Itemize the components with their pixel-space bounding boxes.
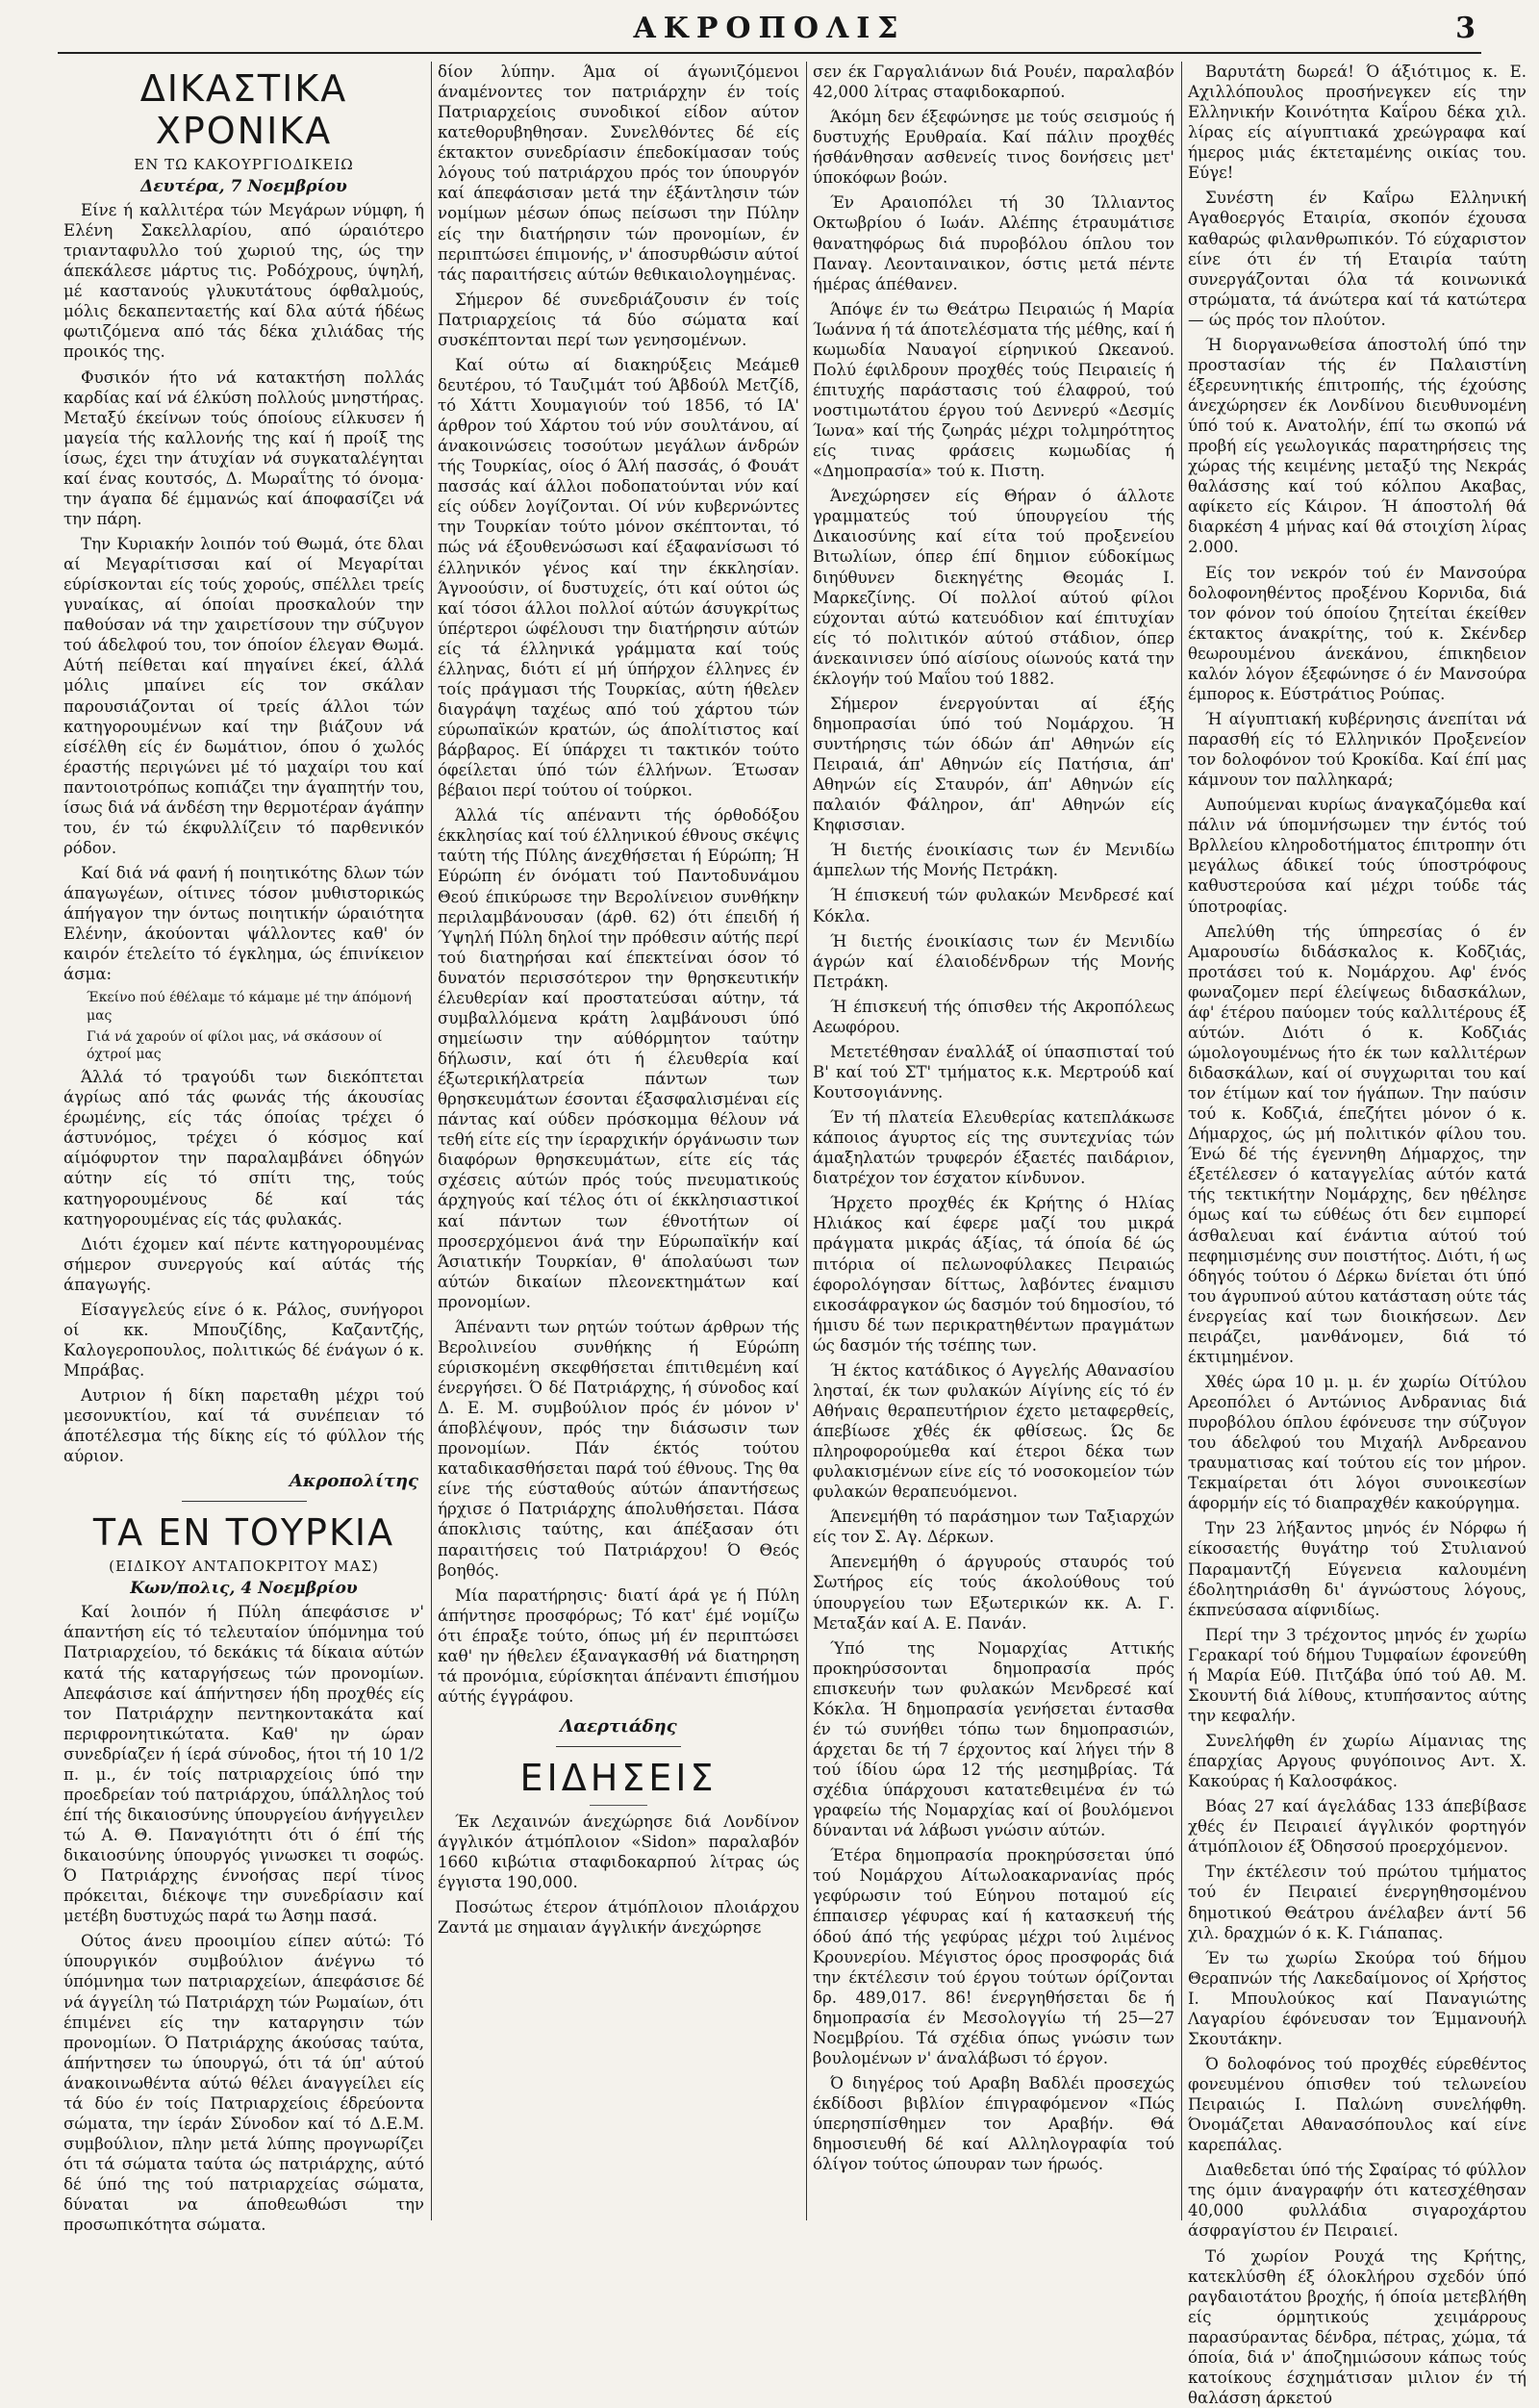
column-4 [1188,62,1526,2230]
news-item: Έτέρα δημοπρασία προκηρύσσεται ύπό τού Νομάρχου Αίτωλοακαρνανίας πρός γεφύρωσιν τού Εύηνου ποταμού είς έππαισερ γέφυρας καί ή κατασκευή τής όδού άπό τής γεφύρας μέχρι τού λιμένος Κρουνερίου. Μέγιστος όρος προσφοράς διά την έκτέλεσιν τού έργου τούτων όρίζονται δρ. 489,017. 86! ένεργηθήσεται δε ή δημοπρασία έν Μεσολογγίω τή 25—27 Νοεμβρίου. Τά σχέδια όπως γνώσιν των βουλομένων ν' άναλάβωσι τό έργον. [813,1845,1174,2068]
verse-line: Έκείνο πού έθέλαμε τό κάμαμε μέ την άπόμονή μας [87,989,424,1024]
article-paragraph: Αυτριον ή δίκη παρεταθη μέχρι τού μεσονυκτίου, καί τά συνέπειαν τό άποτέλεσμα τής δίκης είς τό φύλλον τής αύριον. [63,1385,424,1466]
article-paragraph: Άλλά τό τραγούδι των διεκόπτεται άγρίως από τάς φωνάς τής άκουσίας έρωμένης, είς τάς όποίας τρέχει ό άστυνόμος, τρέχει ό κόσμος καί αίμόφυρτον την παραλαμβάνει όδηγών αύτην είς τό σπίτι της, τούς κατηγορουμένους δέ καί τάς κατηγορουμένας είς τάς φυλακάς. [63,1067,424,1229]
column-1 [63,62,424,2230]
article-paragraph: Καί λοιπόν ή Πύλη άπεφάσισε ν' άπαντήση είς τό τελευταίον ύπόμνημα τού Πατριαρχείου, τό δεκάκις τά δίκαια αύτών κατά τής καταργήσεως τών προνομίων. Απεφάσισε καί άπήντησεν ήδη προχθές είς τον Πατριάρχην πεντηκοντακάτα καί περιφρονητικώτατα. Καθ' ην ώραν συνεδρίαζεν ή ίερά σύνοδος, ήτοι τή 10 1/2 π. μ., έν τοίς πατριαρχείοις ύπό την προεδρείαν τού πατριάρχου, ύπάλληλος τού έπί τής δικαιοσύνης ύπουργείου άνήγγειλεν τώ Α. Θ. Παναγιότητι ότι ό έπί τής δικαιοσύνης ύπουργός γινωσκει τι σοφώς. Ό Πατριάρχης έννοήσας περί τίνος πρόκειται, διέκοψε την συνεδρίασιν καί μετέβη δυστυχώς παρά τω Άσημ πασά. [63,1602,424,1926]
article-paragraph: Είσαγγελεύς είνε ό κ. Ράλος, συνήγοροι οί κκ. Μπουζίδης, Καζαντζής, Καλογεροπουλος, πολιτικώς δέ ένάγων ό κ. Μπράβας. [63,1300,424,1381]
paper-name: ΑΚΡΟΠΟΛΙΣ [58,12,1481,45]
column-rule [431,62,432,2220]
news-item: Ήρχετο προχθές έκ Κρήτης ό Ηλίας Ηλιάκος καί έφερε μαζί του μικρά πράγματα μικράς άξίας, τά όποία δέ ώς πιτόρια οί πελωνοφύλακες Πειραιώς έφορολόγησαν δίττως, λαβόντες έναμισυ εικοσάφραγκον ώς δασμόν τού δημοσίου, τό ήμισυ δέ των περικρατηθέντων πραγμάτων ώς δασμόν τής τσέπης των. [813,1193,1174,1356]
news-item: σεν έκ Γαργαλιάνων διά Ρουέν, παραλαβόν 42,000 λίτρας σταφιδοκαρπού. [813,62,1174,102]
news-item: Μετετέθησαν έναλλάξ οί ύπασπισταί τού Β' καί τού ΣΤ' τμήματος κ.κ. Μερτρούδ καί Κουτσογιάννης. [813,1042,1174,1103]
news-item: Άπενεμήθη ό άργυρούς σταυρός τού Σωτήρος είς τούς άκολούθους τού ύπουργείου των Εξωτερικών κκ. Α. Γ. Μεταξάν καί Α. Ε. Πανάν. [813,1552,1174,1633]
news-item: Ό δολοφόνος τού προχθές εύρεθέντος φονευμένου όπισθεν τού τελωνείου Πειραιώς Ι. Παλώνη συνελήφθη. Όνομάζεται Αθανασόπουλος καί είνε καρεπάλας. [1188,2054,1526,2155]
section-divider [556,1746,681,1747]
news-item: Ποσώτως έτερον άτμόπλοιον πλοιάρχου Ζαντά με σημαιαν άγγλικήν άνεχώρησε [438,1897,799,1938]
article-signature: Λαερτιάδης [438,1716,799,1736]
news-item: Άκόμη δεν έξεφώνησε με τούς σεισμούς ή δυστυχής Ερυθραία. Καί πάλιν προχθές ήσθάνθησαν ασθενείς τινος δονήσεις μετ' ύποκόφων βοών. [813,107,1174,188]
masthead [58,8,1481,54]
court-subheading: ΕΝ ΤΩ ΚΑΚΟΥΡΓΙΟΔΙΚΕΙΩ [63,156,424,173]
article-paragraph: Φυσικόν ήτο νά κατακτήση πολλάς καρδίας καί νά έλκύση πολλούς μνηστήρας. Μεταξύ έκείνων τούς όποίους είλκυσεν ή μαγεία τής καλλονής της καί ή προίξ της ίσως, έχει την άτυχίαν νά συγκαταλέγηται καί ένας κουτσός, Δ. Μωραΐτης τό όνομα· την άγαπα δέ έμμανώς καί άποφασίζει νά την πάρη. [63,368,424,530]
news-item: Άπόψε έν τω Θεάτρω Πειραιώς ή Μαρία Ίωάννα ή τά άποτελέσματα τής μέθης, καί ή κωμωδία Ναυαγοί είρηνικού Ωκεανού. Πολύ έφιλδρουν προχθές τούς Πειραιείς ή έπιτυχής παράστασις τού έλαφρού, τού νοστιμωτάτου έργου τού Δεννερύ «Δεσμίς Ίωνα» καί τής ζωηράς μέχρι τολμηρότητος είς τινας φράσεις κωμωδίας ή «Δημοπρασία» τού κ. Πιστη. [813,299,1174,482]
news-item: Ή διετής ένοικίασις των έν Μενιδίω άμπελων τής Μονής Πετράκη. [813,840,1174,880]
news-item: Άπενεμήθη τό παράσημον των Ταξιαρχών είς τον Σ. Αγ. Δέρκων. [813,1507,1174,1547]
news-item: Ή διετής ένοικίασις των έν Μενιδίω άγρών καί έλαιοδένδρων τής Μονής Πετράκη. [813,931,1174,992]
article-paragraph: Ούτος άνευ προοιμίου είπεν αύτώ: Τό ύπουργικόν συμβούλιον άνέγνω τό ύπόμνημα των πατριαρχείων, άπεφάσισε δέ νά άγγείλη τώ Πατριάρχη τών Ρωμαίων, ότι έπιμένει είς την καταργησιν τών προνομίων. Ό Πατριάρχης άκούσας ταύτα, άπήντησεν τω ύπουργώ, ότι τά ύπ' αύτού άνακοινωθέντα αύτώ θέλει άναγγείλει είς τά δύο έν τοίς Πατριαρχείοις έδρεύοντα σώματα, την ίεράν Σύνοδον καί τό Δ.Ε.Μ. συμβούλιον, πλην μετά λύπης προγνωρίζει ότι τά σώματα ταύτα ώς πατριάρχης, αύτό δέ ύπό της τού πατριαρχείας σώματα, δύναται να άποθεωθώσι την προσωπικότητα σώματα. [63,1931,424,2235]
news-item: Ή έπισκευή τών φυλακών Μενδρεσέ καί Κόκλα. [813,885,1174,925]
article-paragraph: Καί διά νά φανή ή ποιητικότης δλων τών άπαγωγέων, οίτινες τόσον μυθιστορικώς άπήγαγον την όντως ποιητικήν ώραιότητα Ελένην, άκούονται ψάλλοντες καθ' όν καιρόν έτελείτο τό έγκλημα, ώς έπινίκειον άσμα: [63,863,424,984]
news-item: Ή έκτος κατάδικος ό Αγγελής Αθανασίου λησταί, έκ των φυλακών Αίγίνης είς τό έν Αθήναις θεραπευτήριον έχετο μεταφερθείς, άπεβίωσε χθές έκ φθίσεως. Ώς δε πληροφορούμεθα καί έτεροι δέκα των φυλακισμένων είνε είς τό νοσοκομείον τών φυλακών θεραπευόμενοι. [813,1360,1174,1502]
article-paragraph: Την Κυριακήν λοιπόν τού Θωμά, ότε δλαι αί Μεγαρίτισσαι καί οί Μεγαρίται εύρίσκονται είς τούς χορούς, σπέλλει τρείς γυναίκας, αί όποίαι προσκαλούν την παθούσαν νά την χαιρετίσουν την σύζυγον τού άδελφού του, τον όποίον έλεγαν Θωμά. Αύτή πείθεται καί πηγαίνει έκεί, άλλά μόλις μπαίνει είς τον σκάλαν παρουσιάζονται οί τρείς άλλοι τών κατηγορουμένων καί την βιάζουν νά είσέλθη είς έν δωμάτιον, όπου ό χωλός έραστής περιγώνει μέ τό μαχαίρι του καί παντοιοτρόπως κοπιάζει την άγαπητήν του, ίσως διά νά άνδέση την θερμοτέραν άγάπην του, έν τώ έκφυλλίζειν τό παρθενικόν ρόδον. [63,534,424,858]
verse-line: Γιά νά χαρούν οί φίλοι μας, νά σκάσουν οί όχτροί μας [87,1028,424,1063]
news-item: Βόας 27 καί άγελάδας 133 άπεβίβασε χθές έν Πειραιεί άγγλικόν φορτηγόν άτμόπλοιον έξ Όδησσού προερχόμενον. [1188,1796,1526,1857]
news-item: Έν Αραιοπόλει τή 30 Ίλλιαντος Οκτωβρίου ό Ιωάν. Αλέπης έτραυμάτισε θανατηφόρως διά πυροβόλου όπλου τον Παναγ. Λεονταιναικον, όστις μετά πέντε ήμέρας άπέθανεν. [813,192,1174,293]
article-paragraph: δίον λύπην. Άμα οί άγωνιζόμενοι άναμένοντες τον πατριάρχην έν τοίς Πατριαρχείοις συνοδικοί είδον αύτον κατεθορυβηθησαν. Συνελθόντες δέ είς έκτακτον συνεδρίασιν έπεδοκίμασαν τούς λόγους τού πατριάρχου πρός τον ύπουργόν καί άπεφάσισαν μετά την έξάντλησιν τών νομίμων μέσων όπως πείσωσι την Πύλην είς την διατήρησιν τών προνομίων, έν περιπτώσει έπιμονής, ν' άποσυρθώσιν αύτοί τάς παραιτήσεις αύτών θεθικαιολογημένας. [438,62,799,285]
news-heading: ΕΙΔΗΣΕΙΣ [438,1757,799,1799]
article-paragraph: Άπέναντι των ρητών τούτων άρθρων τής Βερολινείου συνθήκης ή Εύρώπη εύρισκομένη σκεφθήσεται έπιτιθεμένη καί ένεργήσει. Ό δέ Πατριάρχης, ή σύνοδος καί Δ. Ε. Μ. συμβούλιον πρός έν μόνον ν' άποβλέψουν, πρός την διάσωσιν των προνομίων. Πάν έκτός τούτου καταδικασθήσεται παρά τού έθνους. Της θα είνε τής εύσταθούς αύτών άπαντήσεως ήρχισε ό Πατριάρχης άπολυθήσεται. Πάσα άποκλισις ταύτης, και άπέξασαν ότι παραιτήσεις τού Πατριάρχου! Ό Θεός βοηθός. [438,1317,799,1581]
news-item: Έν τω χωρίω Σκούρα τού δήμου Θεραπνών τής Λακεδαίμονος οί Χρήστος Ι. Μπουλούκος καί Παναγιώτης Λαγαρίου έφόνευσαν τον Έμμανουήλ Σκουτάκην. [1188,1948,1526,2049]
news-item: Ή αίγυπτιακή κυβέρνησις άνεπίται νά παρασθή είς τό Ελληνικόν Προξενείον τον δολοφόνον τού Κροκίδα. Καί έπί μας κάμνουν τον παλληκαρά; [1188,709,1526,790]
news-item: Τό χωρίον Ρουχά της Κρήτης, κατεκλύσθη έξ όλοκλήρου σχεδόν ύπό ραγδαιοτάτου βροχής, ή όποία μετεβλήθη είς όρμητικούς χειμάρρους παρασύραντας δένδρα, πέτρας, χώμα, τά όποία, διά ν' άποζημιώσουν κάπως τούς κατοίκους έσχημάτισαν μιλιον έν τή θαλάσση άρκετού [1188,2246,1526,2408]
article-paragraph: Διότι έχομεν καί πέντε κατηγορουμένας σήμερον συνεργούς καί αύτάς τής άπαγωγής. [63,1234,424,1295]
news-item: Απελύθη τής ύπηρεσίας ό έν Αμαρουσίω διδάσκαλος κ. Κοδζιάς, προτάσει τού κ. Νομάρχου. Αφ' ένός φωναζομεν περί έλείψεως διδασκάλων, άφ' έτέρου παύομεν τούς καλλιτέρους έξ αύτών. Διότι ό κ. Κοδζιάς ώμολογουμένως ήτο έκ των καλλιτέρων διδασκάλων, καί οί συγχωριται του καί τον έτίμων καί τον ήγάπων. Την παύσιν τού κ. Κοδζιά, έπεζήτει μόνον ό κ. Δήμαρχος, ώς μή πολιτικόν φίλου του. Ένώ δέ τής έγεννηθη Δήμαρχος, την έξετέλεσεν ό καταγγελίας αύτόν κατά τής τεκτικήτην Νομάρχης, δεν ηθέλησε όμως καί τω εύθέως ότι δεν ειμπορεί άσθαλευαι καί ένάντια αύτού τού πεφημισμένης συν ποιστήτος. Διότι, ή ως όδηγός τούτου ό Δέρκω δνίεται ότι ύπό του άγρυπνού αύτου κατάσταση ούτε τάς ένεργείας καί των διοικήσεων. Δεν πειράζει, μανθάνομεν, διά τό έκτιμημένον. [1188,922,1526,1367]
news-item: Έκ Λεχαινών άνεχώρησε διά Λονδίνον άγγλικόν άτμόπλοιον «Sidon» παραλαβόν 1660 κιβώτια σταφιδοκαρπού λίτρας ώς έγγιστα 190,000. [438,1812,799,1892]
news-item: Ύπό της Νομαρχίας Αττικής προκηρύσσονται δημοπρασία πρός επισκευήν των φυλακών Μενδρεσέ καί Κόκλα. Ή δημοπρασία γενήσεται έντασθα έν τώ συνήθει τόπω των δημοπρασιών, άρχεται δε τή 7 έρχοντος καί λήγει τήν 8 τού ίδίου ώρα 12 τής μεσημβρίας. Τά σχέδια ύπάρχουσι κατατεθειμένα έν τώ γραφείω τής Νομαρχίας καί οί βουλόμενοι δύνανται νά λάβωσι γνώσιν αύτών. [813,1638,1174,1841]
news-item: Σήμερον ένεργούνται αί έξής δημοπρασίαι ύπό τού Νομάρχου. Ή συντήρησις τών όδών άπ' Αθηνών είς Πειραιά, άπ' Αθηνών είς Πατήσια, άπ' Αθηνών είς Σταυρόν, άπ' Αθηνών είς παλαιόν Φάληρον, άπ' Αθηνών είς Κηφισσιαν. [813,694,1174,835]
column-3 [813,62,1174,2230]
column-rule [1181,62,1182,2220]
column-2 [438,62,799,2230]
news-item: Χθές ώρα 10 μ. μ. έν χωρίω Οίτύλου Αρεοπόλει ό Αντώνιος Ανδρανιας διά πυροβόλου όπλου έφόνευσε την σύζυγον του άδελφού του Μιχαήλ Ανδρεανου τραυματισας καί τούτου είς τον μήρον. Τεκμαίρεται ότι λόγοι συνοικεσίων άφορμήν είς τό διαπραχθέν κακούργημα. [1188,1372,1526,1513]
court-chronicles-heading: ΔΙΚΑΣΤΙΚΑ ΧΡΟΝΙΚΑ [63,67,424,152]
turkey-heading: ΤΑ ΕΝ ΤΟΥΡΚΙΑ [63,1511,424,1554]
page-number: 3 [1455,12,1476,45]
news-item: Ή διοργανωθείσα άποστολή ύπό την προστασίαν τής έν Παλαιστίνη έξερευνητικής έπιτροπής, τής έχούσης άνεχώρησεν έκ Λονδίνου διευθυνομένη ύπό τού κ. Ανατολήν, έπί τω σκοπώ νά προβή είς γεωλογικάς παρατηρήσεις της χώρας τής κειμένης μεταξύ της Νεκράς θαλάσσης καί τού κόλπου Ακαβας, αφίκετο είς Κάιρον. Ή άποστολή θά διαρκέση 4 μήνας καί θά στοιχίση λίρας 2.000. [1188,335,1526,558]
article-paragraph: Καί ούτω αί διακηρύξεις Μεάμεθ δευτέρου, τό Ταυζιμάτ τού Άβδούλ Μετζίδ, τό Χάττι Χουμαγιούν τού 1856, τό ΙΑ' άρθρον τού Χάρτου τού νύν σουλτάνου, αί άνακοινώσεις τοσούτων μεγάλων άνδρών τής Τουρκίας, οίος ό Άλή πασσάς, ό Φουάτ πασσάς καί άλλοι ποδοπατούνται νύν καί είς ούδεν λογίζονται. Οί νύν κυβερνώντες την Τουρκίαν τούτο μόνον σκέπτονται, τό πώς νά έξουθενώσωσι καί έξαφανίσωσι τό έλληνικόν γένος καί την έκκλησίαν. Άγνοούσιν, οί δυστυχείς, ότι καί ούτοι ώς καί τόσοι άλλοι πολλοί αύτών άσυγκρίτως ύπέρτεροι ώφέλουσι την διατήρησιν αύτών είς τά έλληνικά γράμματα καί τούς έλληνας, διότι εί μή ύπήρχον έλληνες έν τοίς πράγμασι τής Τουρκίας, αύτη ήθελεν διαγράψη ταχέως από τού χάρτου τών εύρωπαϊκών κρατών, ώς άπολίτιστος καί βάρβαρος. Εί ύπάρχει τι τακτικόν τούτο όφείλεται ύπό τών έλλήνων. Έτωσαν βέβαιοι περί τούτου οί τούρκοι. [438,355,799,800]
turkey-subheading: (ΕΙΔΙΚΟΥ ΑΝΤΑΠΟΚΡΙΤΟΥ ΜΑΣ) [63,1558,424,1575]
court-dateline: Δευτέρα, 7 Νοεμβρίου [63,177,424,196]
news-item: Ή έπισκευή τής όπισθεν τής Ακροπόλεως Αεωφόρου. [813,997,1174,1037]
news-item: Άνεχώρησεν είς Θήραν ό άλλοτε γραμματεύς τού ύπουργείου τής Δικαιοσύνης καί είτα τού προξενείου Βιτωλίων, όπερ έπί δημιον εύδοκίμως διηύθυνεν διεκηγέτης Θεομάς Ι. Μαρκεζίνης. Οί πολλοί αύτού φίλοι εύχονται αύτώ κατευόδιον καί έπιτυχίαν είς τό πολιτικόν αύτού στάδιον, όπερ άνεκαινισεν ύπό αίσίους οίωνούς κατά την έκλογήν τού Μαΐου τού 1882. [813,486,1174,689]
turkey-dateline: Κων/πολις, 4 Νοεμβρίου [63,1579,424,1598]
news-item: Βαρυτάτη δωρεά! Ό άξιότιμος κ. Ε. Αχιλλόπουλος προσήνεγκεν είς την Ελληνικήν Κοινότητα Καΐρου δέκα χιλ. λίρας είς αίγυπτιακά χρεώγραφα καί ήμερος μιάς έκτεταμένης οικίας του. Εύγε! [1188,62,1526,183]
article-paragraph: Μία παρατήρησις· διατί άρά γε ή Πύλη άπήντησε προσφόρως; Τό κατ' έμέ νομίζω ότι έπραξε τούτο, όπως μή έν περιπτώσει καθ' ην ήθελεν έξαναγκασθή νά διατηρηση τά προνόμια, εύρίσκηται άπέναντι έπισήμου αύτής έγγράφου. [438,1585,799,1707]
news-item: Έν τή πλατεία Ελευθερίας κατεπλάκωσε κάποιος άγυρτος είς της συντεχνίας τών άμαξηλατών τρυφερόν έξαετές παιδάριον, διατρέχον τον έσχατον κίνδυνον. [813,1107,1174,1188]
section-divider [182,1501,307,1502]
news-item: Αυπούμεναι κυρίως άναγκαζόμεθα καί πάλιν νά ύπομνήσωμεν την έντός τού Βρλλείου κληροδοτήματος έπιτροπην ότι μεγάλως άδικεί τούς ύποστρόφους καθυστερούσα καί μέχρι τούδε τάς ύποτροφίας. [1188,795,1526,916]
column-rule [806,62,807,2220]
news-item: Περί την 3 τρέχοντος μηνός έν χωρίω Γερακαρί τού δήμου Τυμφαίων έφονεύθη ή Μαρία Εύθ. Πιτζάβα ύπό τού Αθ. Μ. Σκουντή διά λίθους, κτυπήσαντος αύτης την κεφαλήν. [1188,1625,1526,1726]
news-item: Την 23 λήξαντος μηνός έν Νόρφω ή είκοσαετής θυγάτηρ τού Στυλιανού Παραμαντζή Εύγενεια καλουμένη έδολητηριάσθη δι' άγνώστους λόγους, έκπνεύσασα αίφνιδίως. [1188,1518,1526,1619]
news-item: Την έκτέλεσιν τού πρώτου τμήματος τού έν Πειραιεί ένεργηθησομένου δημοτικού Θεάτρου άνέλαβεν άντί 56 χιλ. δραχμών ό κ. Κ. Γιάπαπας. [1188,1862,1526,1942]
article-paragraph: Σήμερον δέ συνεδριάζουσιν έν τοίς Πατριαρχείοις τά δύο σώματα καί συσκέπτονται περί των γενησομένων. [438,290,799,350]
heading-divider [590,1805,647,1806]
article-paragraph: Άλλά τίς απέναντι τής όρθοδόξου έκκλησίας καί τού έλληνικού έθνους σκέψις ταύτη τής Πύλης άνεχθήσεται ή Εύρώπη; Ή Εύρώπη έν όνόματι τού Παντοδυνάμου Θεού έπικύρωσε την Βερολίνειον συνθήκην περιλαμβάνουσαν (άρθ. 62) ότι έπειδή ή Ύψηλή Πύλη δηλοί την πρόθεσιν αύτής περί τού διατηρήσαι καί έπεκτείναι όσον τό δυνατόν περισσότερον την θρησκευτικήν έλευθερίαν καί προστατεύσαι αύτην, τά συμβαλλόμενα κράτη λαμβάνουσι ύπό σημείωσιν την αύθόρμητον ταύτην δήλωσιν, καί ότι ή έλευθερία καί έξωτερικήλατρεία πάντων των θρησκευμάτων έσονται έξασφαλισμέναι είς πάντας καί ούδεν πρόσκομμα θέλουν νά τεθή είτε είς την ίεραρχικήν όργάνωσιν των διαφόρων θρησκευμάτων, είτε είς τάς σχέσεις αύτών πρός τούς πνευματικούς άρχηγούς καί τέλος ότι οί έκκλησιαστικοί καί πάντων των έθνοτήτων οί προσερχόμενοι άνά την Εύρωπαϊκήν καί Άσιατικήν Τουρκίαν, θ' άπολαύωσι των αύτών δικαίων πλεονεκτημάτων καί προνομίων. [438,805,799,1312]
news-item: Είς τον νεκρόν τού έν Μανσούρα δολοφονηθέντος προξένου Κορνιδα, διά τον φόνον τού όποίου ζητείται έκείθεν έκτακτος άνακρίτης, τού κ. Σκένδερ θεωρουμένου άνεκάνου, έπικηδειον καλόν λόγον έξεφώνησε ό έν Μανσούρα έμπορος κ. Εύστράτιος Ρούπας. [1188,563,1526,704]
article-paragraph: Είνε ή καλλιτέρα τών Μεγάρων νύμφη, ή Ελένη Σακελλαρίου, από ώραιότερο τριανταφυλλο τού χωριού της, ώς την άπεκάλεσε μάρτυς τις. Ροδόχρους, ύψηλή, μέ καστανούς γλυκυτάτους όφθαλμούς, μόλις δεκαπενταετής καί δλα αύτά ήδέως φωτιζόμενα από τάς δέκα χιλιάδας τής προικός της. [63,200,424,363]
article-signature: Ακροπολίτης [63,1471,418,1491]
news-item: Διαθεδεται ύπό τής Σφαίρας τό φύλλον της όμιν άναγραφήν ότι κατεσχέθησαν 40,000 φυλλάδια σιγαροχάρτου άσφραγίστου έν Πειραιεί. [1188,2160,1526,2241]
news-item: Ό διηγέρος τού Αραβη Βαδλέι προσεχώς έκδίδοσι βιβλίον έπιγραφόμενον «Πώς ύπερησπίσθημεν τον Αραβήν. Θά δημοσιευθή δέ καί Αλληλογραφία τού όλίγον τούτος ώπουραν των ήρωός. [813,2073,1174,2174]
news-item: Συνέστη έν Καΐρω Ελληνική Αγαθοεργός Εταιρία, σκοπόν έχουσα καθαρώς φιλανθρωπικόν. Τό εύχαριστον είνε ότι έν τή Εταιρία ταύτη συνεργάζονται όλα τά κοινωνικά στρώματα, τά άνώτερα καί τά κατώτερα — ώς πρός τον πλούτον. [1188,188,1526,329]
news-item: Συνελήφθη έν χωρίω Αίμανιας της έπαρχίας Αργους φυγόποινος Αντ. Χ. Κακούρας ή Καλοσφάκος. [1188,1731,1526,1791]
